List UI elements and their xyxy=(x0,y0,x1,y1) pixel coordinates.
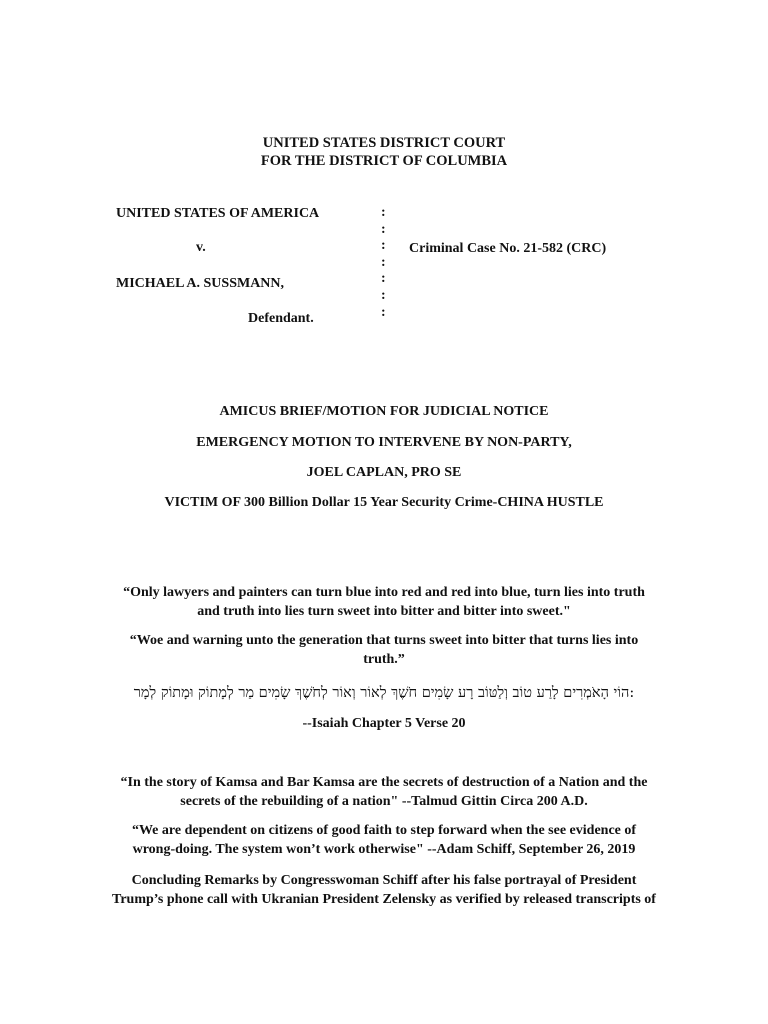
document-title-line-3: JOEL CAPLAN, PRO SE xyxy=(306,465,462,480)
quote-line: “We are dependent on citizens of good faith to step forward when the see evidence of xyxy=(131,823,637,838)
defendant-label: Defendant. xyxy=(248,311,314,326)
quote-line: Trump’s phone call with Ukranian President Zelensky as verified by released transcripts of xyxy=(112,892,656,907)
caption-colon-column xyxy=(381,205,386,321)
court-header xyxy=(0,134,768,170)
case-number: Criminal Case No. 21-582 (CRC) xyxy=(409,241,607,256)
quote-line: “Woe and warning unto the generation that turns sweet into bitter that turns lies into xyxy=(129,633,639,648)
document-title-line-1: AMICUS BRIEF/MOTION FOR JUDICIAL NOTICE xyxy=(219,404,549,419)
quote-lawyers-painters xyxy=(0,583,768,621)
isaiah-citation: --Isaiah Chapter 5 Verse 20 xyxy=(302,716,466,731)
quote-line: Concluding Remarks by Congresswoman Schiff after his false portrayal of President xyxy=(131,873,637,888)
quote-line: wrong-doing. The system won’t work otherwise" --Adam Schiff, September 26, 2019 xyxy=(132,842,636,857)
caption-colon: : xyxy=(381,221,386,237)
quote-line: truth.” xyxy=(363,652,405,667)
versus-label: v. xyxy=(196,240,206,255)
court-name: UNITED STATES DISTRICT COURT xyxy=(262,135,506,151)
caption-colon: : xyxy=(381,238,386,254)
defendant-name: MICHAEL A. SUSSMANN, xyxy=(116,276,285,291)
document-title-line-4: VICTIM OF 300 Billion Dollar 15 Year Security Crime-CHINA HUSTLE xyxy=(164,495,604,510)
caption-colon: : xyxy=(381,205,386,220)
quote-kamsa xyxy=(0,773,768,811)
quote-line: “In the story of Kamsa and Bar Kamsa are the secrets of destruction of a Nation and the xyxy=(120,775,648,790)
quote-woe-warning xyxy=(0,631,768,669)
court-district: FOR THE DISTRICT OF COLUMBIA xyxy=(260,153,508,169)
concluding-remarks xyxy=(0,871,768,909)
document-title-line-2: EMERGENCY MOTION TO INTERVENE BY NON-PARTY, xyxy=(196,435,572,450)
quote-schiff xyxy=(0,821,768,859)
caption-colon: : xyxy=(381,304,386,320)
plaintiff-name: UNITED STATES OF AMERICA xyxy=(116,206,320,221)
quote-line: secrets of the rebuilding of a nation" --Talmud Gittin Circa 200 A.D. xyxy=(180,794,588,809)
caption-colon: : xyxy=(381,287,386,303)
quote-line: “Only lawyers and painters can turn blue into red and red into blue, turn lies into truth xyxy=(123,585,645,600)
caption-colon: : xyxy=(381,271,386,287)
caption-colon: : xyxy=(381,254,386,270)
quote-line: and truth into lies turn sweet into bitter and bitter into sweet." xyxy=(197,604,571,619)
hebrew-verse xyxy=(0,684,768,702)
hebrew-text: הוֹי הָאֹמְרִים לָרַע טוֹב וְלַטּוֹב רָע שָׂמִים חֹשֶׁךְ לְאוֹר וְאוֹר לְחֹשֶׁךְ שָׂמִים מַר לְמָתוֹק וּמָתוֹק לְמָר: xyxy=(133,685,635,701)
